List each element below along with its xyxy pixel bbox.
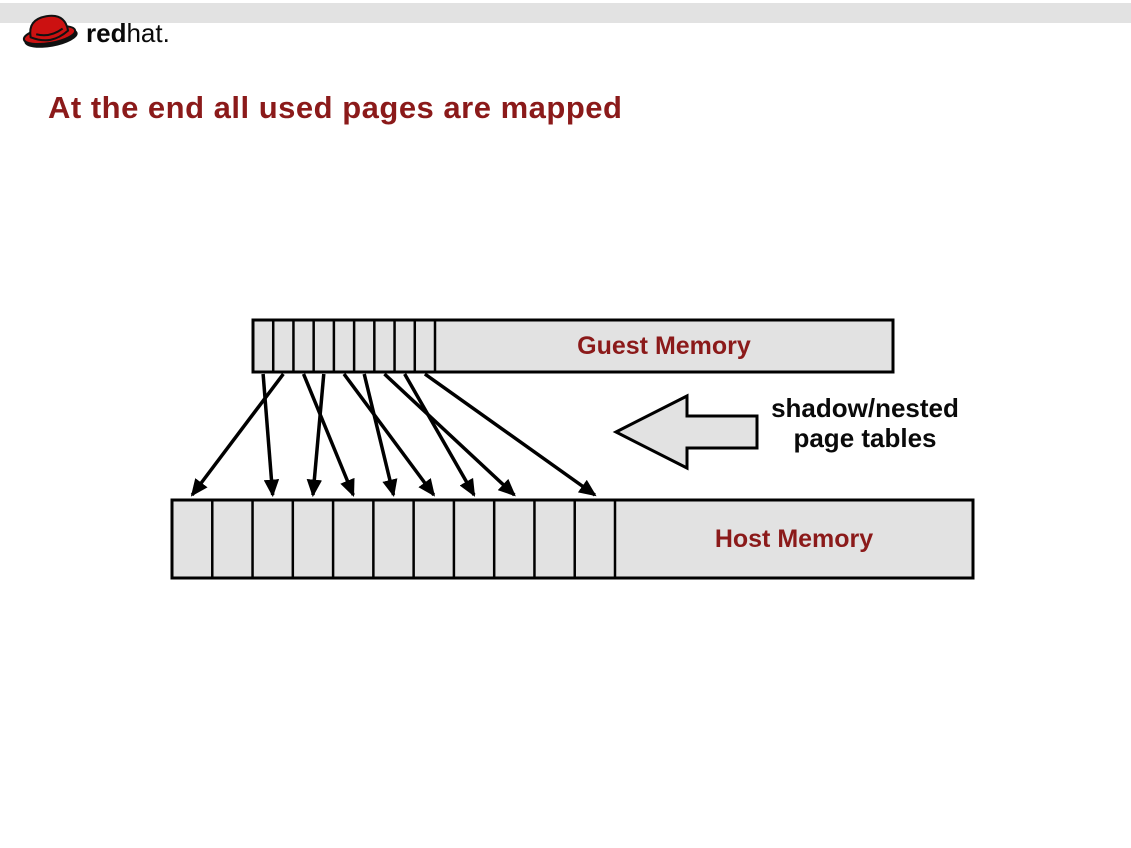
annotation-line-1: shadow/nested (771, 393, 959, 423)
mapping-arrow (304, 374, 354, 495)
wordmark-hat: hat. (126, 18, 170, 48)
guest-memory-label: Guest Memory (577, 331, 751, 360)
slide-title: At the end all used pages are mapped (48, 90, 623, 125)
annotation-line-2: page tables (793, 422, 937, 453)
host-memory-bar (172, 500, 973, 578)
page-mapping-arrows (192, 374, 595, 495)
mapping-arrow (405, 374, 474, 495)
mapping-arrow (313, 374, 324, 495)
page-tables-annotation (755, 394, 975, 454)
host-memory-label: Host Memory (714, 524, 874, 553)
guest-memory-bar (253, 320, 893, 372)
page-tables-arrow-icon (616, 396, 757, 468)
wordmark-red: red (86, 18, 127, 48)
bar-outline (253, 320, 893, 372)
